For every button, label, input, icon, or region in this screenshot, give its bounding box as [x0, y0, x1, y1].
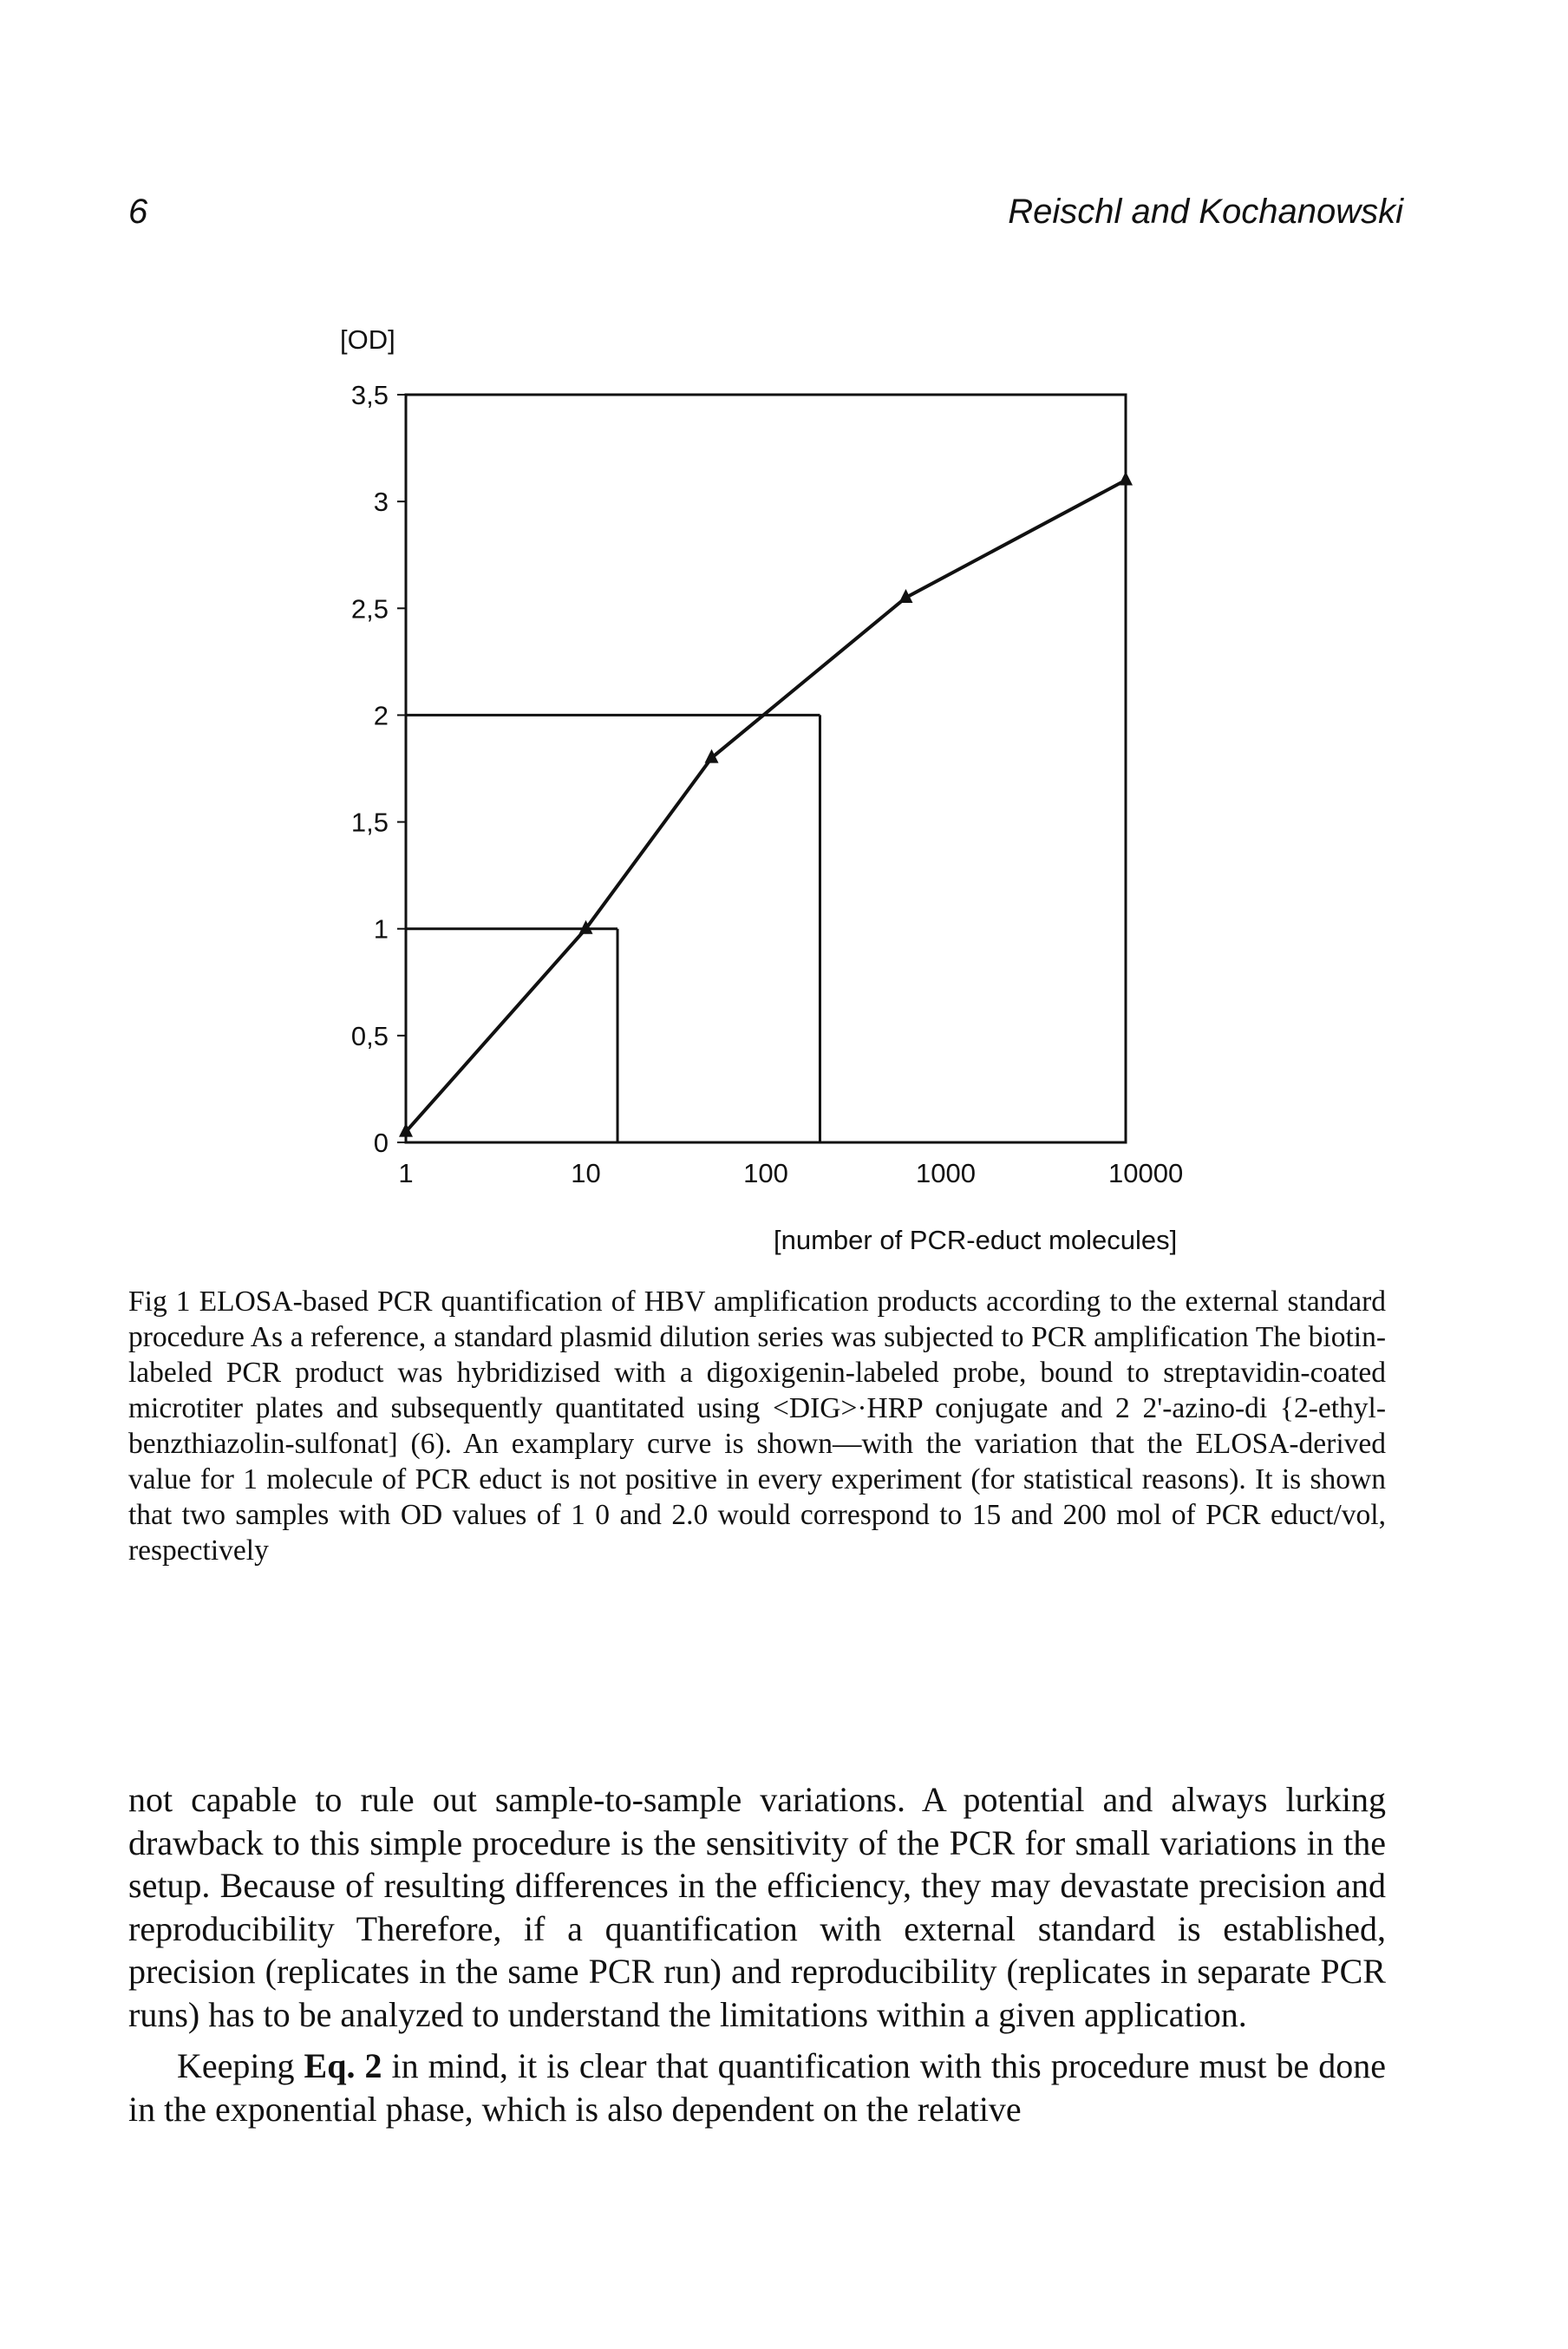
page-number: 6 — [128, 193, 148, 231]
y-axis-label: [OD] — [340, 324, 395, 355]
y-tick-label: 2 — [373, 700, 389, 731]
plot-frame — [406, 395, 1126, 1142]
y-tick-label: 3 — [373, 487, 389, 518]
body-paragraph-2 — [128, 2045, 1386, 2130]
x-tick-label: 10000 — [1108, 1158, 1184, 1188]
data-point — [705, 749, 719, 763]
x-axis-label: [number of PCR-educt molecules] — [774, 1225, 1178, 1255]
paragraph-2-rest: in mind, it is clear that quantification with this procedure must be done in the exponential phase, which is also dependent on the relative — [128, 2046, 1386, 2129]
data-series — [399, 472, 1133, 1137]
body-text — [128, 1778, 1386, 2130]
y-tick-label: 0 — [373, 1128, 389, 1158]
paragraph-2-start: Keeping — [177, 2046, 304, 2085]
y-tick-label: 1,5 — [350, 807, 389, 838]
figure-caption: Fig 1 ELOSA-based PCR quantification of HBV amplification products according to the external standard procedure As a reference, a standard plasmid dilution series was subjected to PCR amplification The biotin-labeled PCR product was hybridizised with a digoxigenin-labeled probe, bound to streptavidin-coated microtiter plates and subsequently quantitated using <DIG>·HRP conjugate and 2 2'-azino-di {2-ethyl-benzthiazolin-sulfonat] (6). An examplary curve is shown—with the variation that the ELOSA-derived value for 1 molecule of PCR educt is not positive in every experiment (for statistical reasons). It is shown that two samples with OD values of 1 0 and 2.0 would correspond to 15 and 200 mol of PCR educt/vol, respectively — [128, 1286, 1386, 1567]
body-paragraph-1: not capable to rule out sample-to-sample variations. A potential and always lurking drawback to this simple procedure is the sensitivity of the PCR for small variations in the setup. Because of resulting differences in the efficiency, they may devastate precision and reproducibility Therefore, if a quantification with external standard is established, precision (replicates in the same PCR run) and reproducibility (replicates in separate PCR runs) has to be analyzed to understand the limitations within a given application. — [128, 1780, 1386, 2034]
y-tick-label: 3,5 — [350, 380, 389, 410]
x-tick-label: 100 — [743, 1158, 788, 1188]
x-tick-label: 10 — [571, 1158, 601, 1188]
series-line — [406, 481, 1126, 1132]
equation-reference: Eq. 2 — [304, 2046, 382, 2085]
pcr-quantification-chart — [286, 312, 1205, 1275]
y-tick-label: 2,5 — [350, 593, 389, 625]
data-point — [1119, 472, 1133, 486]
x-tick-label: 1000 — [916, 1158, 976, 1188]
y-tick-label: 0,5 — [350, 1020, 389, 1051]
y-tick-label: 1 — [373, 913, 389, 945]
y-axis-ticks — [351, 380, 406, 1158]
running-head: Reischl and Kochanowski — [1008, 193, 1403, 231]
reference-lines — [406, 715, 820, 1142]
x-tick-label: 1 — [398, 1158, 414, 1188]
x-axis-ticks — [398, 1158, 1183, 1188]
